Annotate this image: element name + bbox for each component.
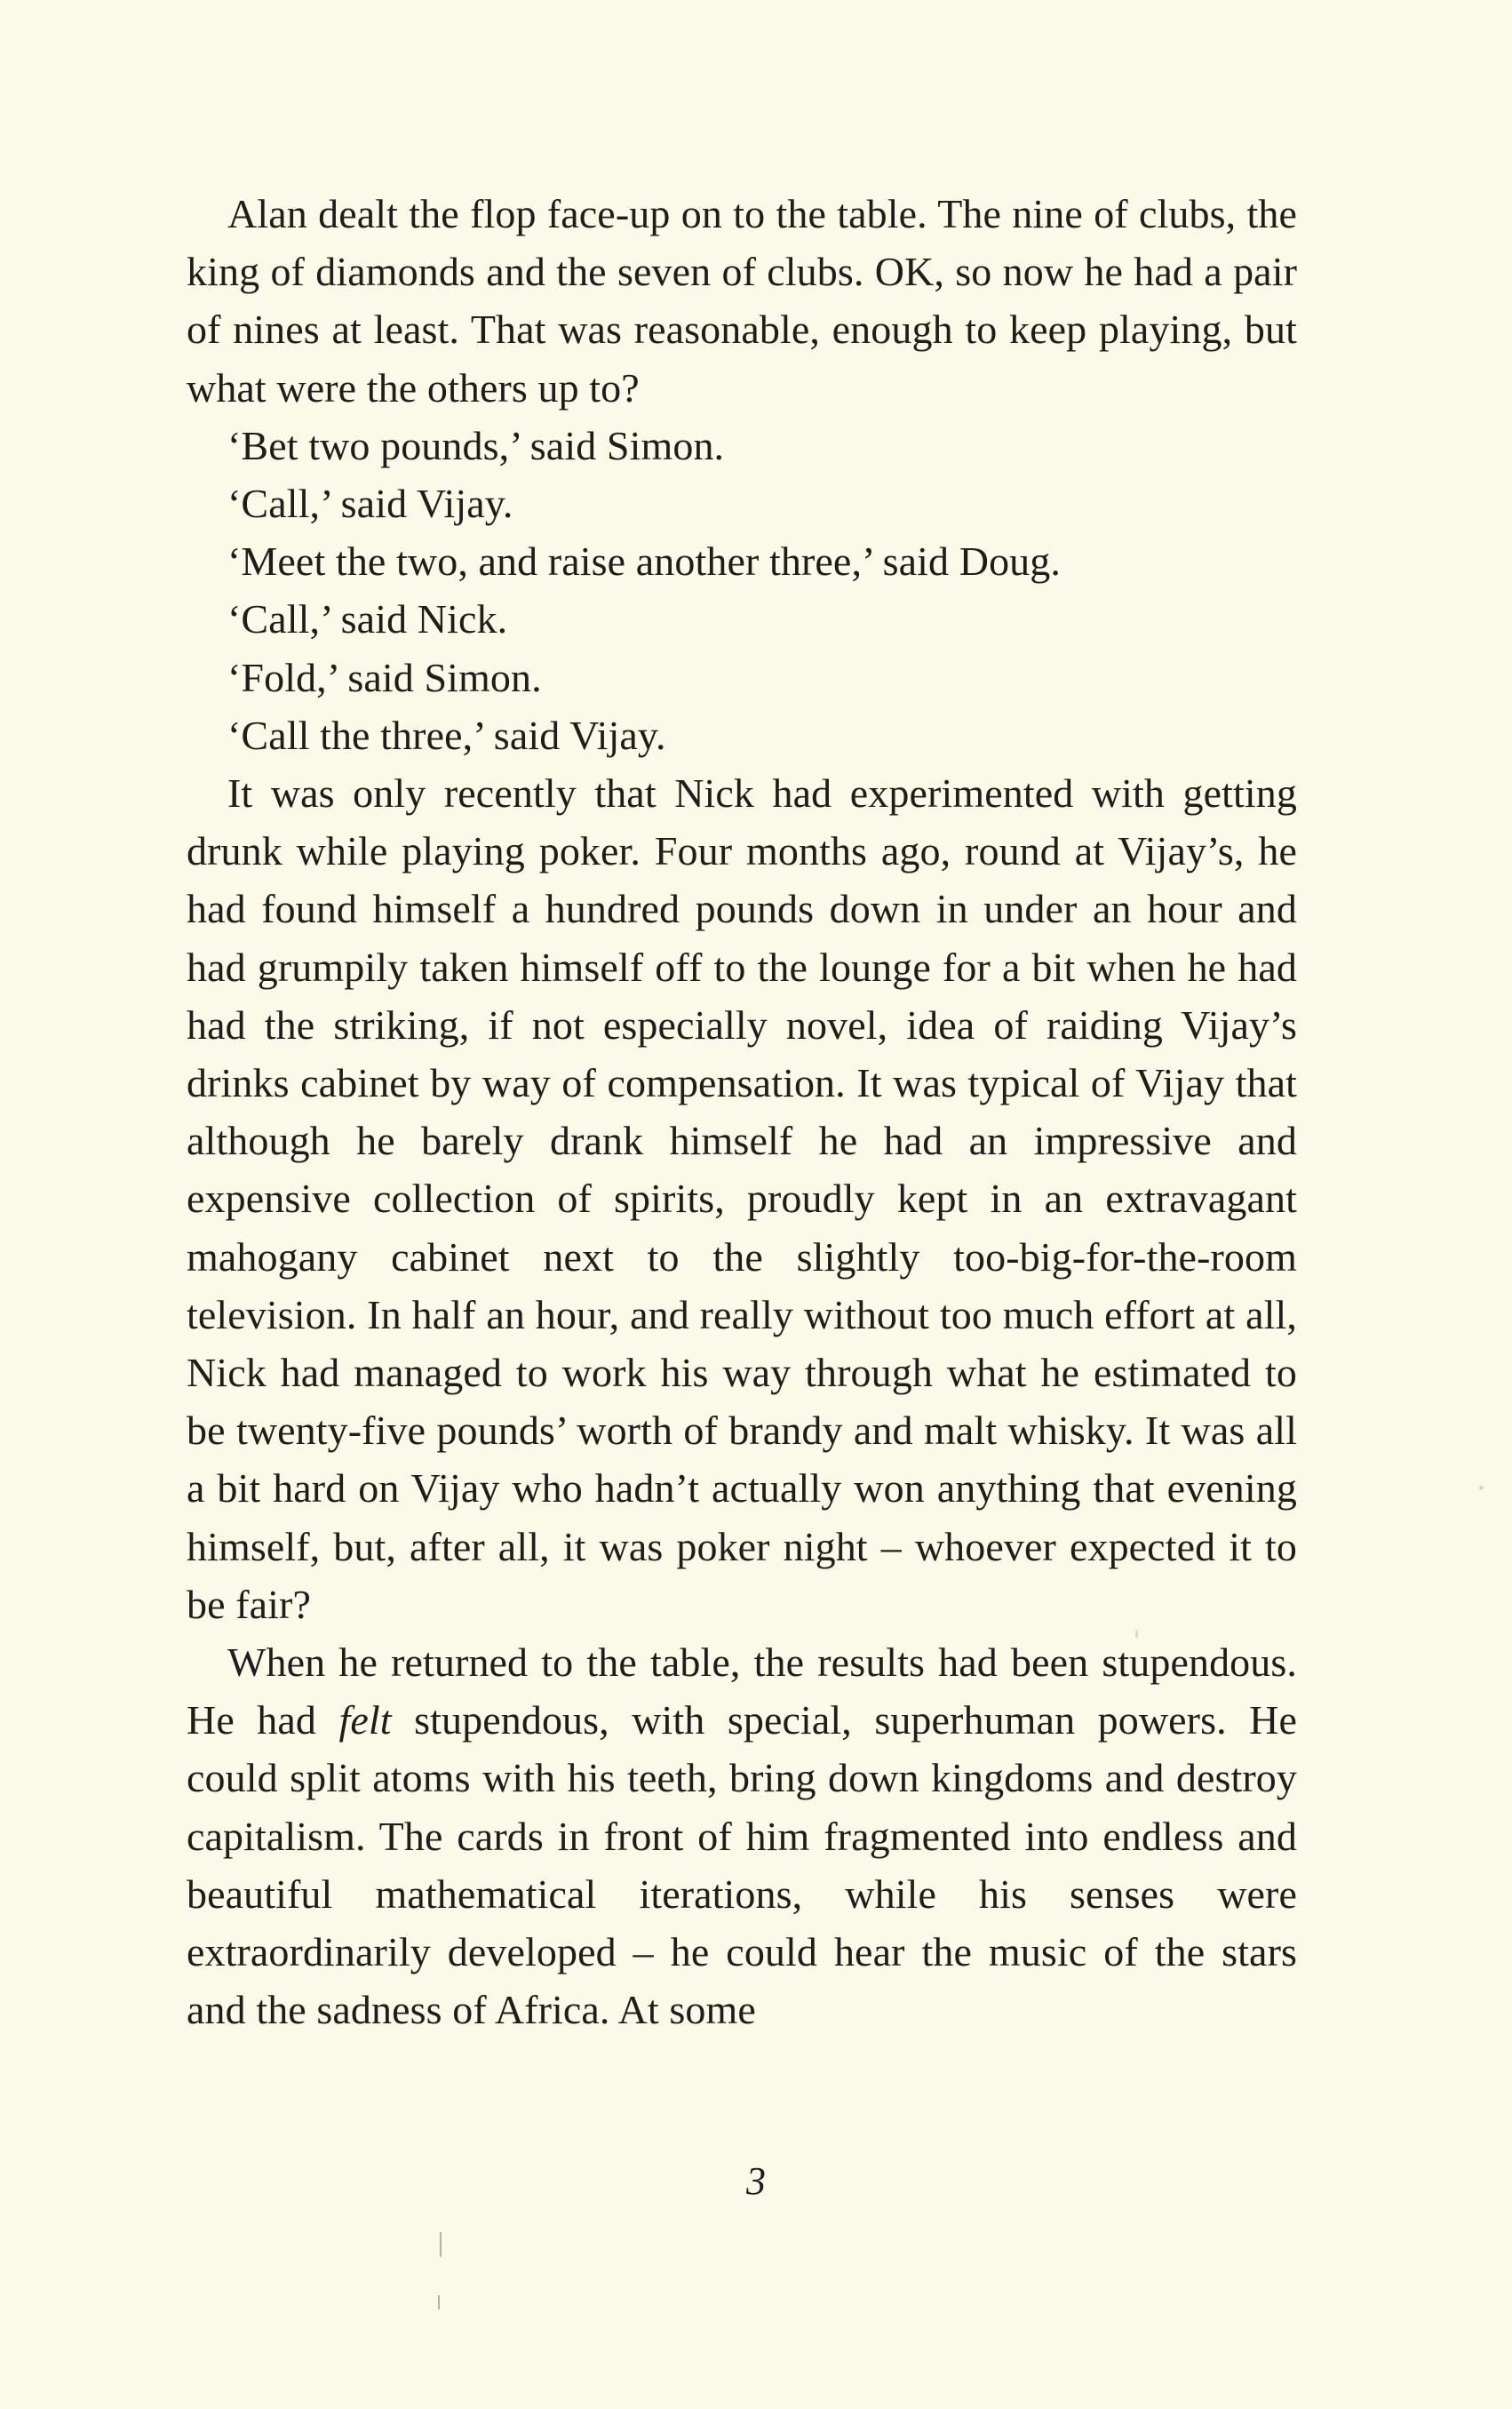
paragraph-flop: Alan dealt the flop face-up on to the table. The nine of clubs, the king of diamonds and the seven of clubs. OK, so now he had a pair of nines at least. That was reasonable, enough to keep playing, but what were the others up to? [187,191,1297,411]
scan-mark [440,2232,442,2257]
dialogue-line-doug-raise: ‘Meet the two, and raise another three,’ said Doug. [227,538,1061,585]
paragraph-stupendous-end: stupendous, with special, superhuman powers. He could split atoms with his teeth, bring down kingdoms and destroy capitalism. The cards in front of him fragmented into endless and beautiful mathematical iterations, while his senses were extraordinarily developed – he could hear the music of the stars and the sadness of Africa. At some [187,1697,1297,2033]
dialogue-line-nick-call: ‘Call,’ said Nick. [227,596,508,642]
paragraph-drinking-backstory: It was only recently that Nick had experimented with getting drunk while playing poker. Four months ago, round at Vijay’s, he had found himself a hundred pounds down in under an hour and had grumpily taken himself off to the lounge for a bit when he had had the striking, if not especially novel, idea of raiding Vijay’s drinks cabinet by way of compensation. It was typical of Vijay that although he barely drank himself he had an impressive and expensive collection of spirits, proudly kept in an extravagant mahogany cabinet next to the slightly too-big-for-the-room television. In half an hour, and really without too much effort at all, Nick had managed to work his way through what he estimated to be twenty-five pounds’ worth of brandy and malt whisky. It was all a bit hard on Vijay who hadn’t actually won anything that evening himself, but, after all, it was poker night – whoever expected it to be fair? [187,770,1297,1627]
scan-dust [1479,1486,1484,1490]
dialogue-line-vijay-call: ‘Call,’ said Vijay. [227,481,513,527]
paragraph-stupendous [187,1633,1297,2038]
paragraph-stupendous-start: When he returned to the table, the results had been stupendous. He had [187,1639,1297,1743]
scan-dust [1135,1630,1138,1639]
emphasized-word: felt [338,1697,392,1743]
dialogue-line-simon-fold: ‘Fold,’ said Simon. [227,654,542,700]
page-number: 3 [746,2159,766,2203]
dialogue-line-vijay-call-three: ‘Call the three,’ said Vijay. [227,712,666,758]
book-page-text [187,185,1297,2039]
dialogue-line-simon-bet: ‘Bet two pounds,’ said Simon. [227,422,725,468]
scan-mark [438,2295,440,2309]
